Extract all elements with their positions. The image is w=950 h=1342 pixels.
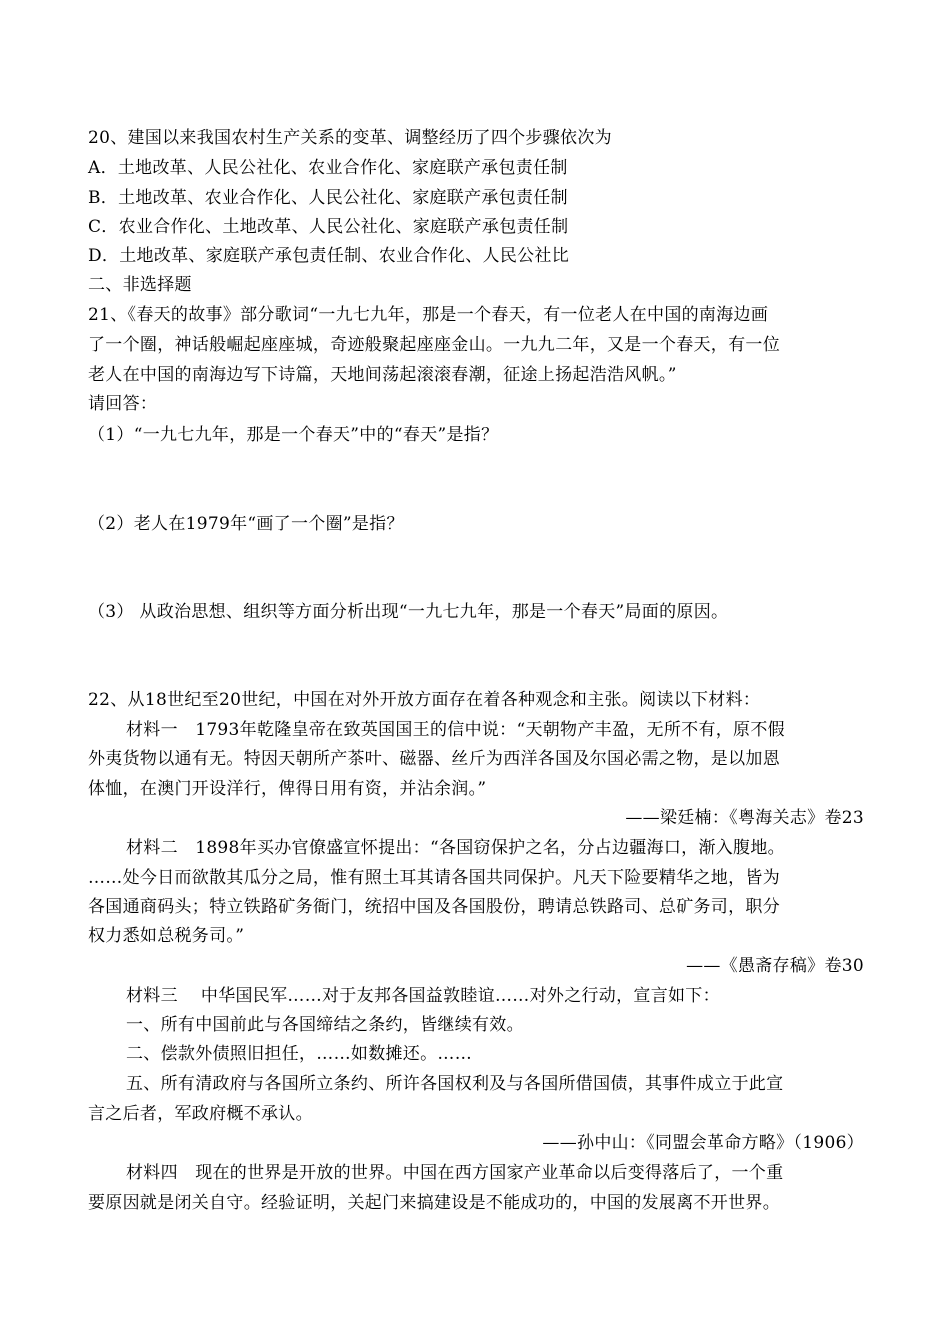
material-2-line: 权力悉如总税务司。” (88, 926, 245, 946)
question-20-option-c: C．农业合作化、土地改革、人民公社化、家庭联产承包责任制 (88, 217, 569, 237)
material-2-line: 材料二 1898年买办官僚盛宣怀提出：“各国窃保护之名，分占边疆海口，渐入腹地。 (126, 838, 785, 858)
material-1-source: ——梁廷楠：《粤海关志》卷23 (625, 808, 864, 828)
material-3-line: 二、偿款外债照旧担任，……如数摊还。…… (126, 1044, 472, 1064)
question-21-sub-3: （3） 从政治思想、组织等方面分析出现“一九七九年，那是一个春天”局面的原因。 (88, 602, 729, 622)
question-21-sub-1: （1）“一九七九年，那是一个春天”中的“春天”是指？ (88, 425, 499, 445)
question-21-sub-2: （2）老人在1979年“画了一个圈”是指？ (88, 514, 404, 534)
material-3-line: 五、所有清政府与各国所立条约、所许各国权利及与各国所借国债，其事件成立于此宣 (126, 1074, 784, 1094)
material-1-line: 材料一 1793年乾隆皇帝在致英国国王的信中说：“天朝物产丰盈，无所不有，原不假 (126, 720, 785, 740)
material-2-line: ……处今日而欲散其瓜分之局，惟有照土耳其请各国共同保护。凡天下险要精华之地，皆为 (88, 868, 780, 888)
material-2-line: 各国通商码头；特立铁路矿务衙门，统招中国及各国股份，聘请总铁路司、总矿务司，职分 (88, 897, 780, 917)
question-20-option-d: D．土地改革、家庭联产承包责任制、农业合作化、人民公社比 (88, 246, 570, 266)
question-21-line: 21、《春天的故事》部分歌词“一九七九年，那是一个春天，有一位老人在中国的南海边画 (88, 305, 769, 325)
material-3-source: ——孙中山：《同盟会革命方略》（1906） (542, 1133, 864, 1153)
question-20-option-b: B．土地改革、农业合作化、人民公社化、家庭联产承包责任制 (88, 188, 568, 208)
question-20-option-a: A．土地改革、人民公社化、农业合作化、家庭联产承包责任制 (88, 158, 568, 178)
material-3-line: 一、所有中国前此与各国缔结之条约，皆继续有效。 (126, 1015, 524, 1035)
material-1-line: 外夷货物以通有无。特因天朝所产茶叶、磁器、丝斤为西洋各国及尔国必需之物，是以加恩 (88, 749, 780, 769)
material-2-source: ——《愚斋存稿》卷30 (686, 956, 864, 976)
question-21-prompt: 请回答： (88, 394, 158, 414)
question-21-line: 老人在中国的南海边写下诗篇，天地间荡起滚滚春潮，征途上扬起浩浩风帆。” (88, 365, 677, 385)
material-3-line: 材料三 中华国民军……对于友邦各国益敦睦谊……对外之行动，宣言如下： (126, 986, 720, 1006)
material-1-line: 体恤，在澳门开设洋行，俾得日用有资，并沾余润。” (88, 779, 487, 799)
material-4-line: 要原因就是闭关自守。经验证明，关起门来搞建设是不能成功的，中国的发展离不开世界。 (88, 1193, 780, 1213)
material-3-line: 言之后者，军政府概不承认。 (88, 1104, 313, 1124)
question-21-line: 了一个圈，神话般崛起座座城，奇迹般聚起座座金山。一九九二年，又是一个春天，有一位 (88, 335, 780, 355)
material-4-line: 材料四 现在的世界是开放的世界。中国在西方国家产业革命以后变得落后了，一个重 (126, 1163, 784, 1183)
question-22-stem: 22、从18世纪至20世纪，中国在对外开放方面存在着各种观念和主张。阅读以下材料： (88, 690, 761, 710)
question-20-stem: 20、建国以来我国农村生产关系的变革、调整经历了四个步骤依次为 (88, 128, 612, 148)
section-heading: 二、非选择题 (88, 275, 192, 295)
